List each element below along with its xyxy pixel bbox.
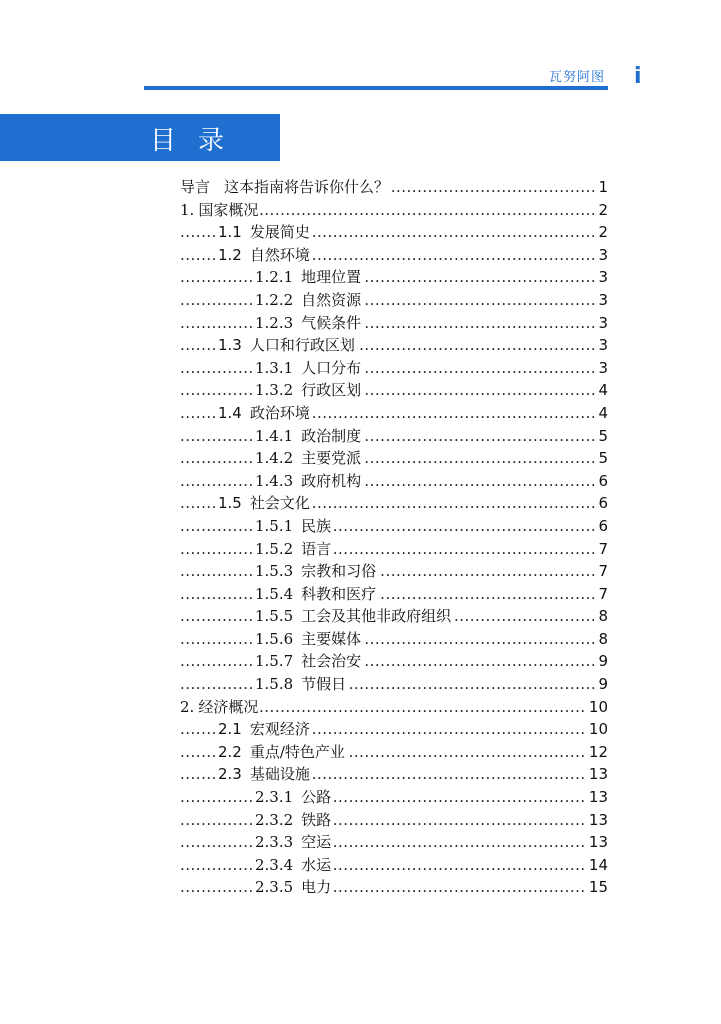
toc-entry-title: 宏观经济 xyxy=(249,720,310,739)
toc-entry-label xyxy=(255,560,378,583)
toc-entry-page: 7 xyxy=(596,560,608,583)
toc-entry-page: 14 xyxy=(587,854,608,877)
toc-entry-title: 语言 xyxy=(301,539,332,558)
toc-entry[interactable] xyxy=(180,696,608,719)
toc-entry-number: 1.5.8 xyxy=(255,675,294,694)
toc-entry-page: 5 xyxy=(596,447,608,470)
toc-entry-page: 7 xyxy=(596,583,608,606)
toc-entry-number: 1.4.1 xyxy=(255,426,294,445)
toc-entry-number: 1.5 xyxy=(218,494,242,513)
toc-entry-title: 社会治安 xyxy=(301,652,362,671)
toc-entry-label xyxy=(255,266,363,289)
toc-entry[interactable] xyxy=(180,379,608,402)
toc-entry-number: 导言 xyxy=(180,178,211,196)
toc-entry[interactable] xyxy=(180,673,608,696)
toc-leader-dots xyxy=(180,425,608,448)
toc-entry-page: 3 xyxy=(596,289,608,312)
toc-entry[interactable] xyxy=(180,447,608,470)
toc-leader-dots xyxy=(180,854,608,877)
toc-entry-label xyxy=(255,538,333,561)
toc-entry-title: 人口和行政区划 xyxy=(249,336,355,355)
toc-entry-number: 1.5.7 xyxy=(255,652,294,671)
toc-heading: 目录 xyxy=(150,126,247,156)
toc-entry-page: 7 xyxy=(596,538,608,561)
toc-entry-number: 1.2.1 xyxy=(255,268,294,287)
toc-leader-dots xyxy=(180,673,608,696)
toc-entry-page: 2 xyxy=(596,221,608,244)
toc-entry-page: 3 xyxy=(596,312,608,335)
toc-entry-page: 13 xyxy=(587,831,608,854)
toc-entry-number: 1.5.4 xyxy=(255,584,294,603)
toc-entry-page: 13 xyxy=(587,763,608,786)
toc-entry-number: 2. xyxy=(180,697,195,716)
toc-leader-dots xyxy=(180,650,608,673)
toc-entry-title: 水运 xyxy=(301,855,332,874)
toc-entry-page: 15 xyxy=(587,876,608,899)
toc-entry-label xyxy=(255,605,453,628)
toc-entry[interactable] xyxy=(180,538,608,561)
toc-entry-label xyxy=(255,312,363,335)
toc-entry[interactable] xyxy=(180,244,608,267)
toc-leader-dots xyxy=(180,447,608,470)
toc-entry-title: 地理位置 xyxy=(301,268,362,287)
toc-entry-title: 自然环境 xyxy=(249,245,310,264)
toc-entry[interactable] xyxy=(180,854,608,877)
toc-entry[interactable] xyxy=(180,831,608,854)
toc-entry[interactable] xyxy=(180,876,608,899)
toc-leader-dots xyxy=(180,470,608,493)
toc-entry-title: 民族 xyxy=(301,516,332,535)
toc-entry-title: 发展简史 xyxy=(249,223,310,242)
toc-entry[interactable] xyxy=(180,176,608,199)
toc-entry[interactable] xyxy=(180,583,608,606)
toc-entry-label xyxy=(255,447,363,470)
toc-entry-title: 社会文化 xyxy=(249,494,310,513)
toc-entry-title: 这本指南将告诉你什么？ xyxy=(224,178,390,196)
toc-entry[interactable] xyxy=(180,809,608,832)
toc-entry-page: 6 xyxy=(596,492,608,515)
toc-entry[interactable] xyxy=(180,763,608,786)
toc-entry-title: 政治环境 xyxy=(249,403,310,422)
toc-entry-number: 1. xyxy=(180,200,195,219)
toc-entry-page: 10 xyxy=(587,718,608,741)
toc-entry[interactable] xyxy=(180,199,608,222)
toc-leader-dots xyxy=(180,379,608,402)
toc-entry[interactable] xyxy=(180,221,608,244)
toc-leader-dots xyxy=(180,266,608,289)
toc-entry-label xyxy=(255,425,363,448)
toc-entry-label xyxy=(255,357,363,380)
toc-leader-dots xyxy=(180,876,608,899)
toc-entry-number: 1.3.2 xyxy=(255,381,294,400)
toc-entry-title: 空运 xyxy=(301,833,332,852)
toc-entry-number: 1.4 xyxy=(218,403,242,422)
toc-entry-title: 科教和医疗 xyxy=(301,584,377,603)
toc-entry-page: 10 xyxy=(587,696,608,719)
toc-entry-title: 宗教和习俗 xyxy=(301,562,377,581)
toc-leader-dots xyxy=(180,628,608,651)
toc-entry-number: 1.1 xyxy=(218,223,242,242)
toc-entry-page: 6 xyxy=(596,515,608,538)
toc-entry-number: 1.4.3 xyxy=(255,471,294,490)
toc-entry-title: 重点/特色产业 xyxy=(249,742,345,761)
toc-entry-page: 4 xyxy=(596,402,608,425)
toc-entry[interactable] xyxy=(180,266,608,289)
toc-entry[interactable] xyxy=(180,357,608,380)
toc-entry-title: 国家概况 xyxy=(198,200,259,219)
toc-leader-dots xyxy=(180,583,608,606)
toc-entry-page: 9 xyxy=(596,650,608,673)
toc-entry-page: 3 xyxy=(596,357,608,380)
toc-entry-page: 9 xyxy=(596,673,608,696)
toc-entry-title: 经济概况 xyxy=(198,697,259,716)
toc-entry-page: 6 xyxy=(596,470,608,493)
toc-entry-number: 2.2 xyxy=(218,742,242,761)
toc-entry-number: 1.2.3 xyxy=(255,313,294,332)
toc-entry-number: 1.5.6 xyxy=(255,629,294,648)
toc-entry-label xyxy=(255,628,363,651)
toc-entry-title: 气候条件 xyxy=(301,313,362,332)
toc-leader-dots xyxy=(180,560,608,583)
running-header-title: 瓦努阿图 xyxy=(548,70,605,85)
toc-entry[interactable] xyxy=(180,289,608,312)
toc-entry-page: 12 xyxy=(587,741,608,764)
toc-entry-title: 主要媒体 xyxy=(301,629,362,648)
toc-entry-number: 1.2 xyxy=(218,245,242,264)
toc-entry-number: 2.3.1 xyxy=(255,788,294,807)
toc-entry[interactable] xyxy=(180,560,608,583)
toc-entry-title: 主要党派 xyxy=(301,449,362,468)
toc-entry-page: 1 xyxy=(596,176,608,199)
toc-entry-label xyxy=(180,199,260,222)
toc-entry-number: 1.5.1 xyxy=(255,516,294,535)
toc-entry[interactable] xyxy=(180,741,608,764)
toc-entry-label xyxy=(255,470,363,493)
toc-leader-dots xyxy=(180,786,608,809)
toc-entry-title: 工会及其他非政府组织 xyxy=(301,607,452,626)
toc-entry-number: 2.3.5 xyxy=(255,878,294,897)
toc-entry-title: 公路 xyxy=(301,788,332,807)
toc-entry-number: 2.3.3 xyxy=(255,833,294,852)
toc-entry[interactable] xyxy=(180,312,608,335)
toc-entry-number: 1.3.1 xyxy=(255,358,294,377)
toc-entry-label xyxy=(218,402,312,425)
toc-entry[interactable] xyxy=(180,334,608,357)
toc-entry-page: 13 xyxy=(587,809,608,832)
toc-entry-page: 5 xyxy=(596,425,608,448)
toc-entry-title: 节假日 xyxy=(301,675,347,694)
toc-entry[interactable] xyxy=(180,650,608,673)
toc-entry[interactable] xyxy=(180,718,608,741)
toc-entry-label xyxy=(255,809,333,832)
toc-entry-label xyxy=(180,176,391,199)
toc-entry-label xyxy=(255,650,363,673)
toc-entry[interactable] xyxy=(180,786,608,809)
toc-entry[interactable] xyxy=(180,492,608,515)
toc-entry-title: 政府机构 xyxy=(301,471,362,490)
toc-leader-dots xyxy=(180,312,608,335)
toc-entry-title: 行政区划 xyxy=(301,381,362,400)
toc-leader-dots xyxy=(180,831,608,854)
toc-entry-label xyxy=(255,515,333,538)
toc-entry[interactable] xyxy=(180,515,608,538)
toc-entry-label xyxy=(255,831,333,854)
toc-leader-dots xyxy=(180,809,608,832)
toc-leader-dots xyxy=(180,357,608,380)
toc-entry-page: 3 xyxy=(596,244,608,267)
toc-entry-page: 3 xyxy=(596,334,608,357)
toc-entry-title: 基础设施 xyxy=(249,765,310,784)
toc-entry-page: 2 xyxy=(596,199,608,222)
toc-entry-number: 1.5.3 xyxy=(255,562,294,581)
toc-entry-label xyxy=(180,696,260,719)
table-of-contents xyxy=(180,176,608,899)
toc-entry-title: 人口分布 xyxy=(301,358,362,377)
toc-entry[interactable] xyxy=(180,402,608,425)
toc-entry-page: 8 xyxy=(596,605,608,628)
toc-entry-number: 2.3 xyxy=(218,765,242,784)
toc-entry-label xyxy=(255,854,333,877)
toc-entry-number: 2.3.2 xyxy=(255,810,294,829)
toc-entry[interactable] xyxy=(180,470,608,493)
toc-entry-label xyxy=(218,741,347,764)
toc-entry[interactable] xyxy=(180,605,608,628)
toc-entry[interactable] xyxy=(180,628,608,651)
toc-entry-label xyxy=(255,786,333,809)
toc-entry-label xyxy=(255,289,363,312)
toc-entry-label xyxy=(218,334,357,357)
toc-entry-title: 电力 xyxy=(301,878,332,897)
toc-entry-page: 4 xyxy=(596,379,608,402)
toc-leader-dots xyxy=(180,538,608,561)
toc-entry-label xyxy=(218,221,312,244)
toc-entry-label xyxy=(255,379,363,402)
toc-entry-label xyxy=(255,583,378,606)
toc-entry-number: 1.3 xyxy=(218,336,242,355)
toc-entry-number: 1.5.2 xyxy=(255,539,294,558)
toc-entry-label xyxy=(218,718,312,741)
toc-leader-dots xyxy=(180,515,608,538)
toc-entry-label xyxy=(255,876,333,899)
toc-entry-number: 1.4.2 xyxy=(255,449,294,468)
toc-entry-label xyxy=(218,244,312,267)
header-rule xyxy=(144,86,608,90)
toc-leader-dots xyxy=(180,289,608,312)
toc-entry-label xyxy=(218,763,312,786)
toc-entry-number: 2.1 xyxy=(218,720,242,739)
toc-entry-title: 铁路 xyxy=(301,810,332,829)
toc-entry-number: 2.3.4 xyxy=(255,855,294,874)
toc-entry-page: 8 xyxy=(596,628,608,651)
toc-entry-number: 1.2.2 xyxy=(255,290,294,309)
toc-entry-label xyxy=(255,673,348,696)
toc-entry-number: 1.5.5 xyxy=(255,607,294,626)
toc-entry-label xyxy=(218,492,312,515)
toc-entry-page: 13 xyxy=(587,786,608,809)
toc-entry-title: 政治制度 xyxy=(301,426,362,445)
page-number-roman: i xyxy=(634,64,642,89)
toc-entry-page: 3 xyxy=(596,266,608,289)
toc-entry[interactable] xyxy=(180,425,608,448)
toc-entry-title: 自然资源 xyxy=(301,290,362,309)
